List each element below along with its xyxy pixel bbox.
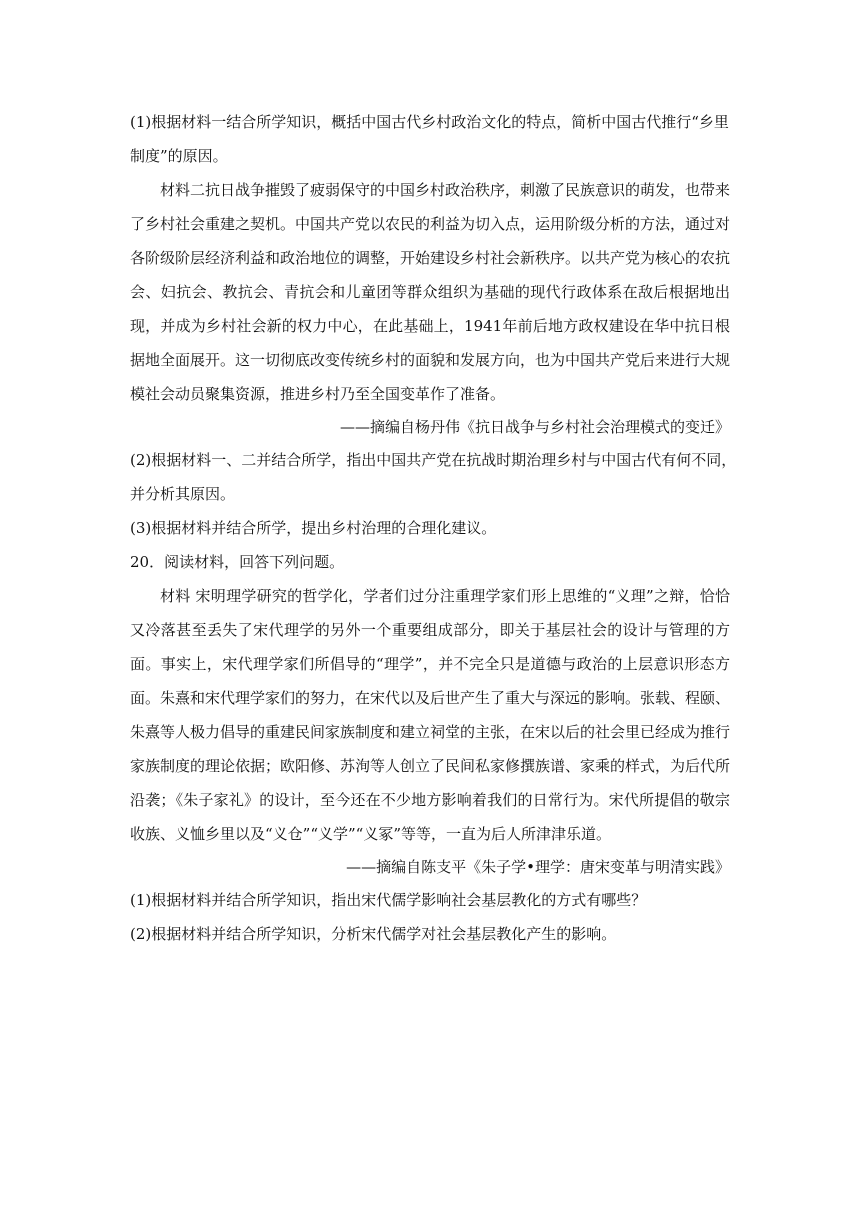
material-2-source: ——摘编自杨丹伟《抗日战争与乡村社会治理模式的变迁》 (339, 418, 730, 436)
question-20-1: (1)根据材料并结合所学知识，指出宋代儒学影响社会基层教化的方式有哪些？ (130, 891, 647, 909)
question-2-line-1: (2)根据材料一、二并结合所学，指出中国共产党在抗战时期治理乡村与中国古代有何不同， (130, 451, 737, 469)
material-20-source: ——摘编自陈支平《朱子学•理学：唐宋变革与明清实践》 (346, 858, 730, 876)
material-20-paragraph: 材料 宋明理学研究的哲学化，学者们过分注重理学家们形上思维的“义理”之辩，恰恰又冷落甚至丢失了宋代理学的另外一个重要组成部分，即关于基层社会的设计与管理的方面。事实上，宋代理学家们所倡导的“理学”，并不完全只是道德与政治的上层意识形态方面。朱熹和宋代理学家们的努力，在宋代以及后世产生了重大与深远的影响。张载、程颐、朱熹等人极力倡导的重建民间家族制度和建立祠堂的主张，在宋以后的社会里已经成为推行家族制度的理论依据；欧阳修、苏洵等人创立了民间私家修撰族谱、家乘的样式，为后代所沿袭；《朱子家礼》的设计，至今还在不少地方影响着我们的日常行为。宋代所提倡的敬宗收族、义恤乡里以及“义仓”“义学”“义冢”等等，一直为后人所津津乐道。 (130, 587, 731, 843)
question-20-heading: 20．阅读材料，回答下列问题。 (130, 553, 345, 571)
question-3: (3)根据材料并结合所学，提出乡村治理的合理化建议。 (130, 519, 497, 537)
question-1-line-1: (1)根据材料一结合所学知识，概括中国古代乡村政治文化的特点，简析中国古代推行“乡里 (130, 113, 729, 131)
question-1-line-2: 制度”的原因。 (130, 147, 228, 165)
question-2-line-2: 并分析其原因。 (130, 485, 236, 503)
material-2-paragraph: 材料二抗日战争摧毁了疲弱保守的中国乡村政治秩序，刺激了民族意识的萌发，也带来了乡村社会重建之契机。中国共产党以农民的利益为切入点，运用阶级分析的方法，通过对各阶级阶层经济利益和政治地位的调整，开始建设乡村社会新秩序。以共产党为核心的农抗会、妇抗会、教抗会、青抗会和儿童团等群众组织为基础的现代行政体系在敌后根据地出现，并成为乡村社会新的权力中心，在此基础上，1941年前后地方政权建设在华中抗日根据地全面展开。这一切彻底改变传统乡村的面貌和发展方向，也为中国共产党后来进行大规模社会动员聚集资源，推进乡村乃至全国变革作了准备。 (130, 181, 731, 403)
question-20-2: (2)根据材料并结合所学知识，分析宋代儒学对社会基层教化产生的影响。 (130, 925, 617, 943)
